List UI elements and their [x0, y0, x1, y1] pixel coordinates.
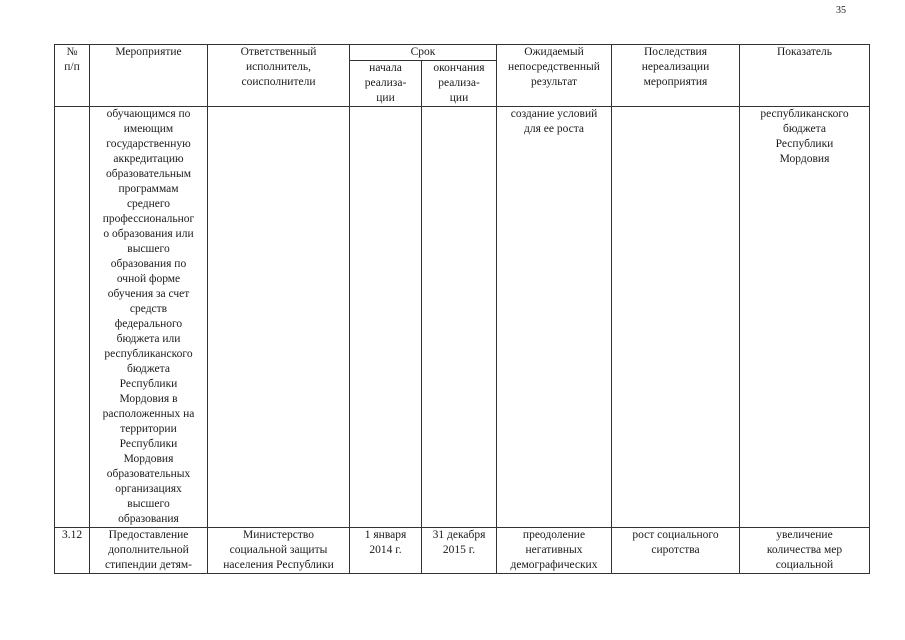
- header-expected: Ожидаемый непосредственный результат: [497, 45, 612, 107]
- header-term-start: начала реализа- ции: [350, 61, 422, 107]
- header-term: Срок: [350, 45, 497, 61]
- row-indicator: республиканского бюджета Республики Мордовия: [740, 107, 870, 528]
- row-event: Предоставление дополнительной стипендии детям-: [90, 528, 208, 574]
- row-end: [422, 107, 497, 528]
- header-event: Мероприятие: [90, 45, 208, 107]
- row-expected: создание условий для ее роста: [497, 107, 612, 528]
- row-consequences: [612, 107, 740, 528]
- row-expected: преодоление негативных демографических: [497, 528, 612, 574]
- header-row: [55, 45, 870, 61]
- row-num: 3.12: [55, 528, 90, 574]
- measures-table: [54, 44, 870, 574]
- row-end: 31 декабря 2015 г.: [422, 528, 497, 574]
- row-consequences: рост социального сиротства: [612, 528, 740, 574]
- header-consequences: Последствия нереализации мероприятия: [612, 45, 740, 107]
- header-responsible: Ответственный исполнитель, соисполнители: [208, 45, 350, 107]
- row-num: [55, 107, 90, 528]
- table-row: [55, 528, 870, 574]
- table-row: [55, 107, 870, 528]
- header-term-end: окончания реализа- ции: [422, 61, 497, 107]
- row-responsible: [208, 107, 350, 528]
- header-indicator: Показатель: [740, 45, 870, 107]
- row-indicator: увеличение количества мер социальной: [740, 528, 870, 574]
- row-start: 1 января 2014 г.: [350, 528, 422, 574]
- row-event: обучающимся по имеющим государственную аккредитацию образовательным программам среднего профессиональног о образования или высшего образования по очной форме обучения за счет средств федерального бюджета или республиканского бюджета Республики Мордовия в расположенных на территории Республики Мордовия образовательных организациях высшего образования: [90, 107, 208, 528]
- row-responsible: Министерство социальной защиты населения Республики: [208, 528, 350, 574]
- header-num: № п/п: [55, 45, 90, 107]
- row-start: [350, 107, 422, 528]
- page-number: 35: [836, 5, 846, 16]
